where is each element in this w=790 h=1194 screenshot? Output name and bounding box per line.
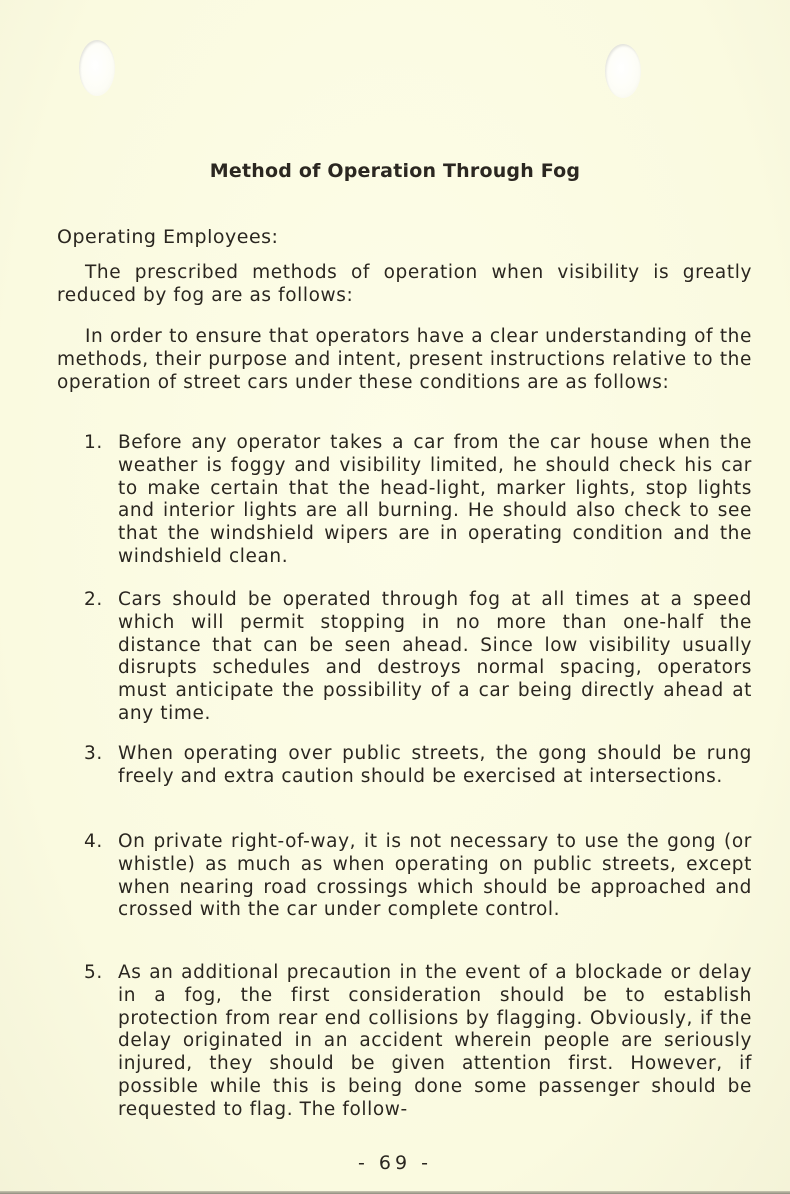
list-item-number: 2.	[84, 589, 103, 610]
list-item-text: On private right-of-way, it is not necessary to use the gong (or whistle) as much as when operating on public streets, except when nearing road crossings which should be approached and crossed with the car under complete control.	[118, 831, 752, 921]
list-item-number: 1.	[84, 432, 103, 453]
intro-paragraph	[57, 262, 752, 308]
punch-hole-left	[79, 40, 115, 96]
punch-hole-right	[605, 44, 641, 98]
purpose-paragraph	[57, 326, 752, 394]
list-item-text: Cars should be operated through fog at all times at a speed which will permit stopping in no more than one-half the distance that can be seen ahead. Since low visibility usually disrupts schedules and destroys normal spacing, operators must anticipate the possibility of a car being directly ahead at any time.	[118, 589, 752, 724]
intro-paragraph-text: The prescribed methods of operation when visibility is greatly reduced by fog are as follows:	[57, 262, 752, 306]
page-title: Method of Operation Through Fog	[209, 160, 581, 182]
list-item	[84, 831, 752, 922]
list-item-number: 3.	[84, 743, 103, 764]
section-heading: Operating Employees:	[57, 226, 279, 248]
list-item	[84, 743, 752, 789]
list-item-number: 5.	[84, 962, 103, 983]
list-item	[84, 589, 752, 726]
list-item-text: Before any operator takes a car from the car house when the weather is foggy and visibility limited, he should check his car to make certain that the head-light, marker lights, stop lights and interior lights are all burning. He should also check to see that the windshield wipers are in operating condition and the windshield clean.	[118, 432, 752, 567]
list-item	[84, 962, 752, 1122]
list-item-text: When operating over public streets, the gong should be rung freely and extra caution should be exercised at intersections.	[118, 743, 752, 787]
list-item-number: 4.	[84, 831, 103, 852]
list-item	[84, 432, 752, 569]
purpose-paragraph-text: In order to ensure that operators have a clear understanding of the methods, their purpose and intent, present instructions relative to the operation of street cars under these conditions are as follows:	[57, 326, 752, 393]
list-item-text: As an additional precaution in the event of a blockade or delay in a fog, the first consideration should be to establish protection from rear end collisions by flagging. Obviously, if the delay originated in an accident wherein people are seriously injured, they should be given attention first. However, if possible while this is being done some passenger should be requested to flag. The follow-	[118, 962, 752, 1120]
page-number: - 69 -	[358, 1152, 432, 1174]
